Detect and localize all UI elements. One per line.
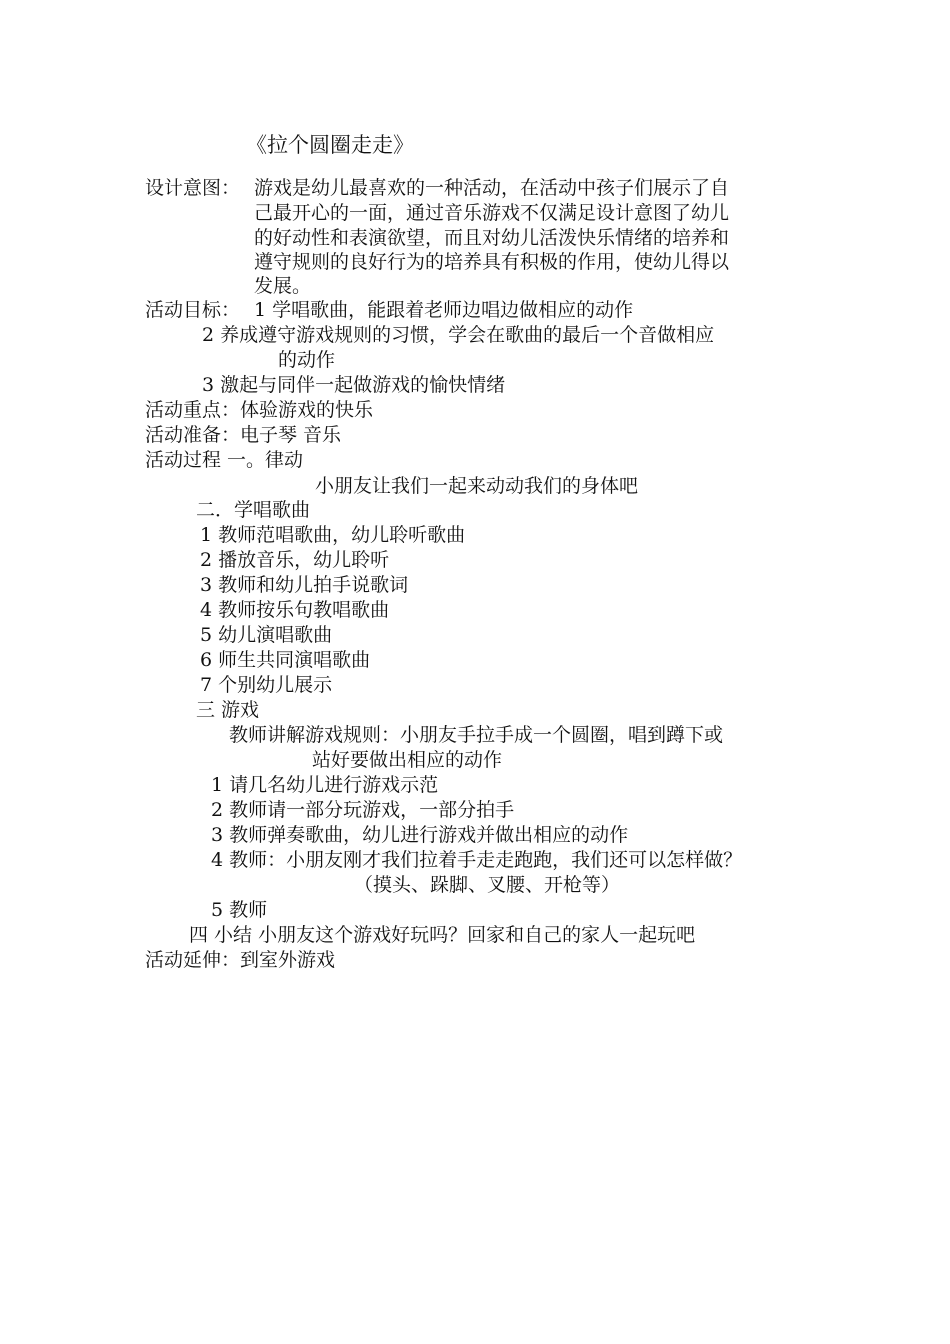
summary-text: 四 小结 小朋友这个游戏好玩吗？回家和自己的家人一起玩吧 — [189, 924, 696, 946]
goal-item-continuation: 的动作 — [278, 349, 336, 371]
step-item: 4 教师：小朋友刚才我们拉着手走走跑跑，我们还可以怎样做？ — [211, 849, 743, 871]
goals-label: 活动目标： — [145, 299, 241, 321]
rules-text-continuation: 站好要做出相应的动作 — [312, 749, 503, 771]
design-intent-line: 发展。 — [254, 275, 312, 297]
step-item: 2 播放音乐，幼儿聆听 — [200, 549, 390, 571]
step-item: 5 幼儿演唱歌曲 — [200, 624, 333, 646]
goal-item: 1 学唱歌曲，能跟着老师边唱边做相应的动作 — [254, 299, 634, 321]
document-title: 《拉个圆圈走走》 — [246, 133, 414, 157]
design-intent-line: 的好动性和表演欲望，而且对幼儿活泼快乐情绪的培养和 — [254, 227, 730, 249]
section-title: 三 游戏 — [196, 699, 260, 721]
step-item: 1 教师范唱歌曲，幼儿聆听歌曲 — [200, 524, 466, 546]
design-intent-line: 己最开心的一面，通过音乐游戏不仅满足设计意图了幼儿 — [254, 202, 730, 224]
step-item: 7 个别幼儿展示 — [200, 674, 333, 696]
step-item: 3 教师弹奏歌曲，幼儿进行游戏并做出相应的动作 — [211, 824, 629, 846]
design-intent-line: 遵守规则的良好行为的培养具有积极的作用，使幼儿得以 — [254, 251, 730, 273]
goal-item: 3 激起与同伴一起做游戏的愉快情绪 — [202, 374, 506, 396]
step-item: 5 教师 — [211, 899, 268, 921]
design-intent-line: 游戏是幼儿最喜欢的一种活动，在活动中孩子们展示了自 — [254, 177, 730, 199]
step-item: 4 教师按乐句教唱歌曲 — [200, 599, 390, 621]
rules-text: 教师讲解游戏规则：小朋友手拉手成一个圆圈，唱到蹲下或 — [229, 724, 724, 746]
rhythm-text: 小朋友让我们一起来动动我们的身体吧 — [315, 475, 639, 497]
step-note: （摸头、跺脚、叉腰、开枪等） — [354, 874, 621, 896]
process-label: 活动过程 一。律动 — [145, 449, 304, 471]
step-item: 3 教师和幼儿拍手说歌词 — [200, 574, 409, 596]
step-item: 2 教师请一部分玩游戏，一部分拍手 — [211, 799, 515, 821]
activity-preparation: 活动准备：电子琴 音乐 — [145, 424, 342, 446]
step-item: 1 请几名幼儿进行游戏示范 — [211, 774, 439, 796]
section-title: 二．学唱歌曲 — [196, 499, 311, 521]
step-item: 6 师生共同演唱歌曲 — [200, 649, 371, 671]
goal-item: 2 养成遵守游戏规则的习惯，学会在歌曲的最后一个音做相应 — [202, 324, 715, 346]
activity-focus: 活动重点：体验游戏的快乐 — [145, 399, 374, 421]
design-intent-label: 设计意图： — [145, 177, 241, 199]
activity-extension: 活动延伸：到室外游戏 — [145, 949, 336, 971]
